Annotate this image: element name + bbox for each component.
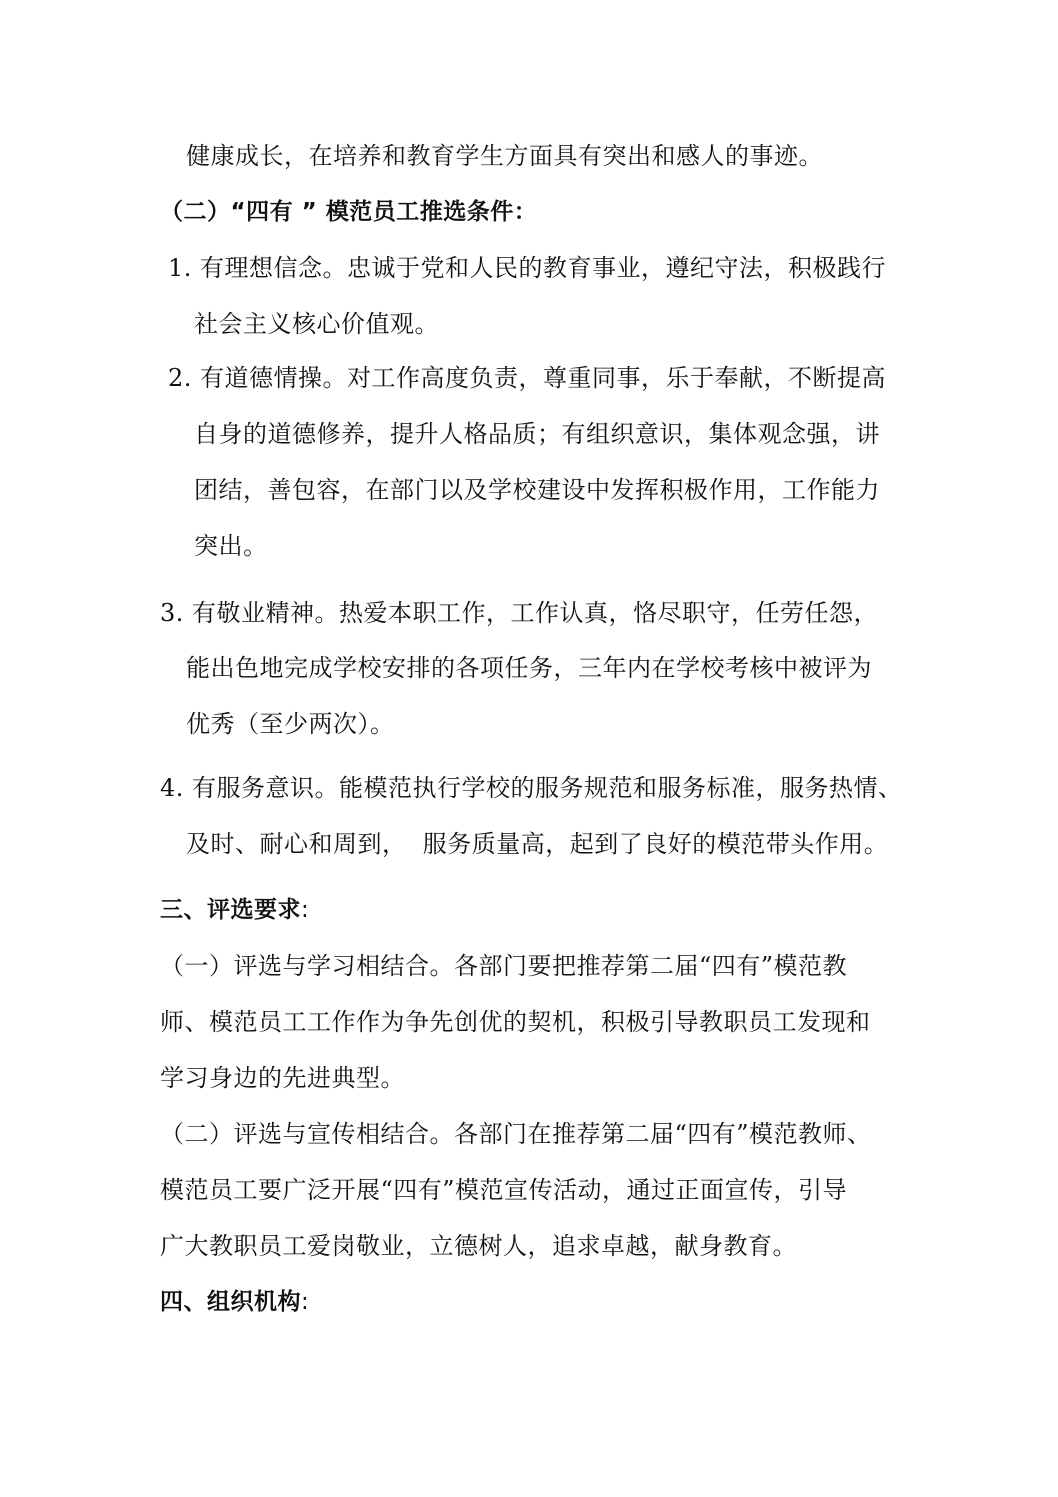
- criterion-3-line-2: 能出色地完成学校安排的各项任务，三年内在学校考核中被评为: [186, 654, 872, 682]
- heading-colon: :: [301, 1289, 310, 1315]
- criterion-2-line-2: 自身的道德修养，提升人格品质；有组织意识，集体观念强，讲: [194, 420, 880, 448]
- section-heading-selection-requirements: [160, 894, 309, 926]
- criterion-1-line-1: 1. 有理想信念。忠诚于党和人民的教育事业，遵纪守法，积极践行: [168, 254, 887, 282]
- heading-text: 三、评选要求: [160, 897, 301, 923]
- criterion-3-line-1: 3. 有敬业精神。热爱本职工作，工作认真，恪尽职守，任劳任怨，: [160, 599, 879, 627]
- requirement-1-line-2: 师、模范员工工作作为争先创优的契机，积极引导教职员工发现和: [160, 1008, 871, 1036]
- requirement-1-line-3: 学习身边的先进典型。: [160, 1064, 405, 1092]
- section-heading-organization: [160, 1286, 309, 1318]
- criterion-1-line-2: 社会主义核心价值观。: [194, 310, 439, 338]
- paragraph-continuation-line: 健康成长，在培养和教育学生方面具有突出和感人的事迹。: [186, 142, 823, 170]
- requirement-2-line-3: 广大教职员工爱岗敬业，立德树人，追求卓越，献身教育。: [160, 1232, 797, 1260]
- criterion-3-line-3: 优秀（至少两次）。: [186, 710, 395, 738]
- criterion-2-line-1: 2. 有道德情操。对工作高度负责，尊重同事，乐于奉献，不断提高: [168, 364, 887, 392]
- criterion-4-line-1: 4. 有服务意识。能模范执行学校的服务规范和服务标准，服务热情、: [160, 774, 903, 802]
- requirement-2-line-2: 模范员工要广泛开展“四有”模范宣传活动，通过正面宣传，引导: [160, 1176, 848, 1204]
- heading-text: 四、组织机构: [160, 1289, 301, 1315]
- requirement-2-line-1: （二）评选与宣传相结合。各部门在推荐第二届“四有”模范教师、: [160, 1120, 872, 1148]
- requirement-1-line-1: （一）评选与学习相结合。各部门要把推荐第二届“四有”模范教: [160, 952, 848, 980]
- criterion-2-line-3: 团结，善包容，在部门以及学校建设中发挥积极作用，工作能力: [194, 476, 880, 504]
- heading-colon: :: [301, 897, 310, 923]
- criterion-2-line-4: 突出。: [194, 532, 268, 560]
- criterion-4-line-2: 及时、耐心和周到， 服务质量高，起到了良好的模范带头作用。: [186, 830, 889, 858]
- subsection-heading-employee-criteria: （二）“四有 ” 模范员工推选条件：: [160, 199, 538, 225]
